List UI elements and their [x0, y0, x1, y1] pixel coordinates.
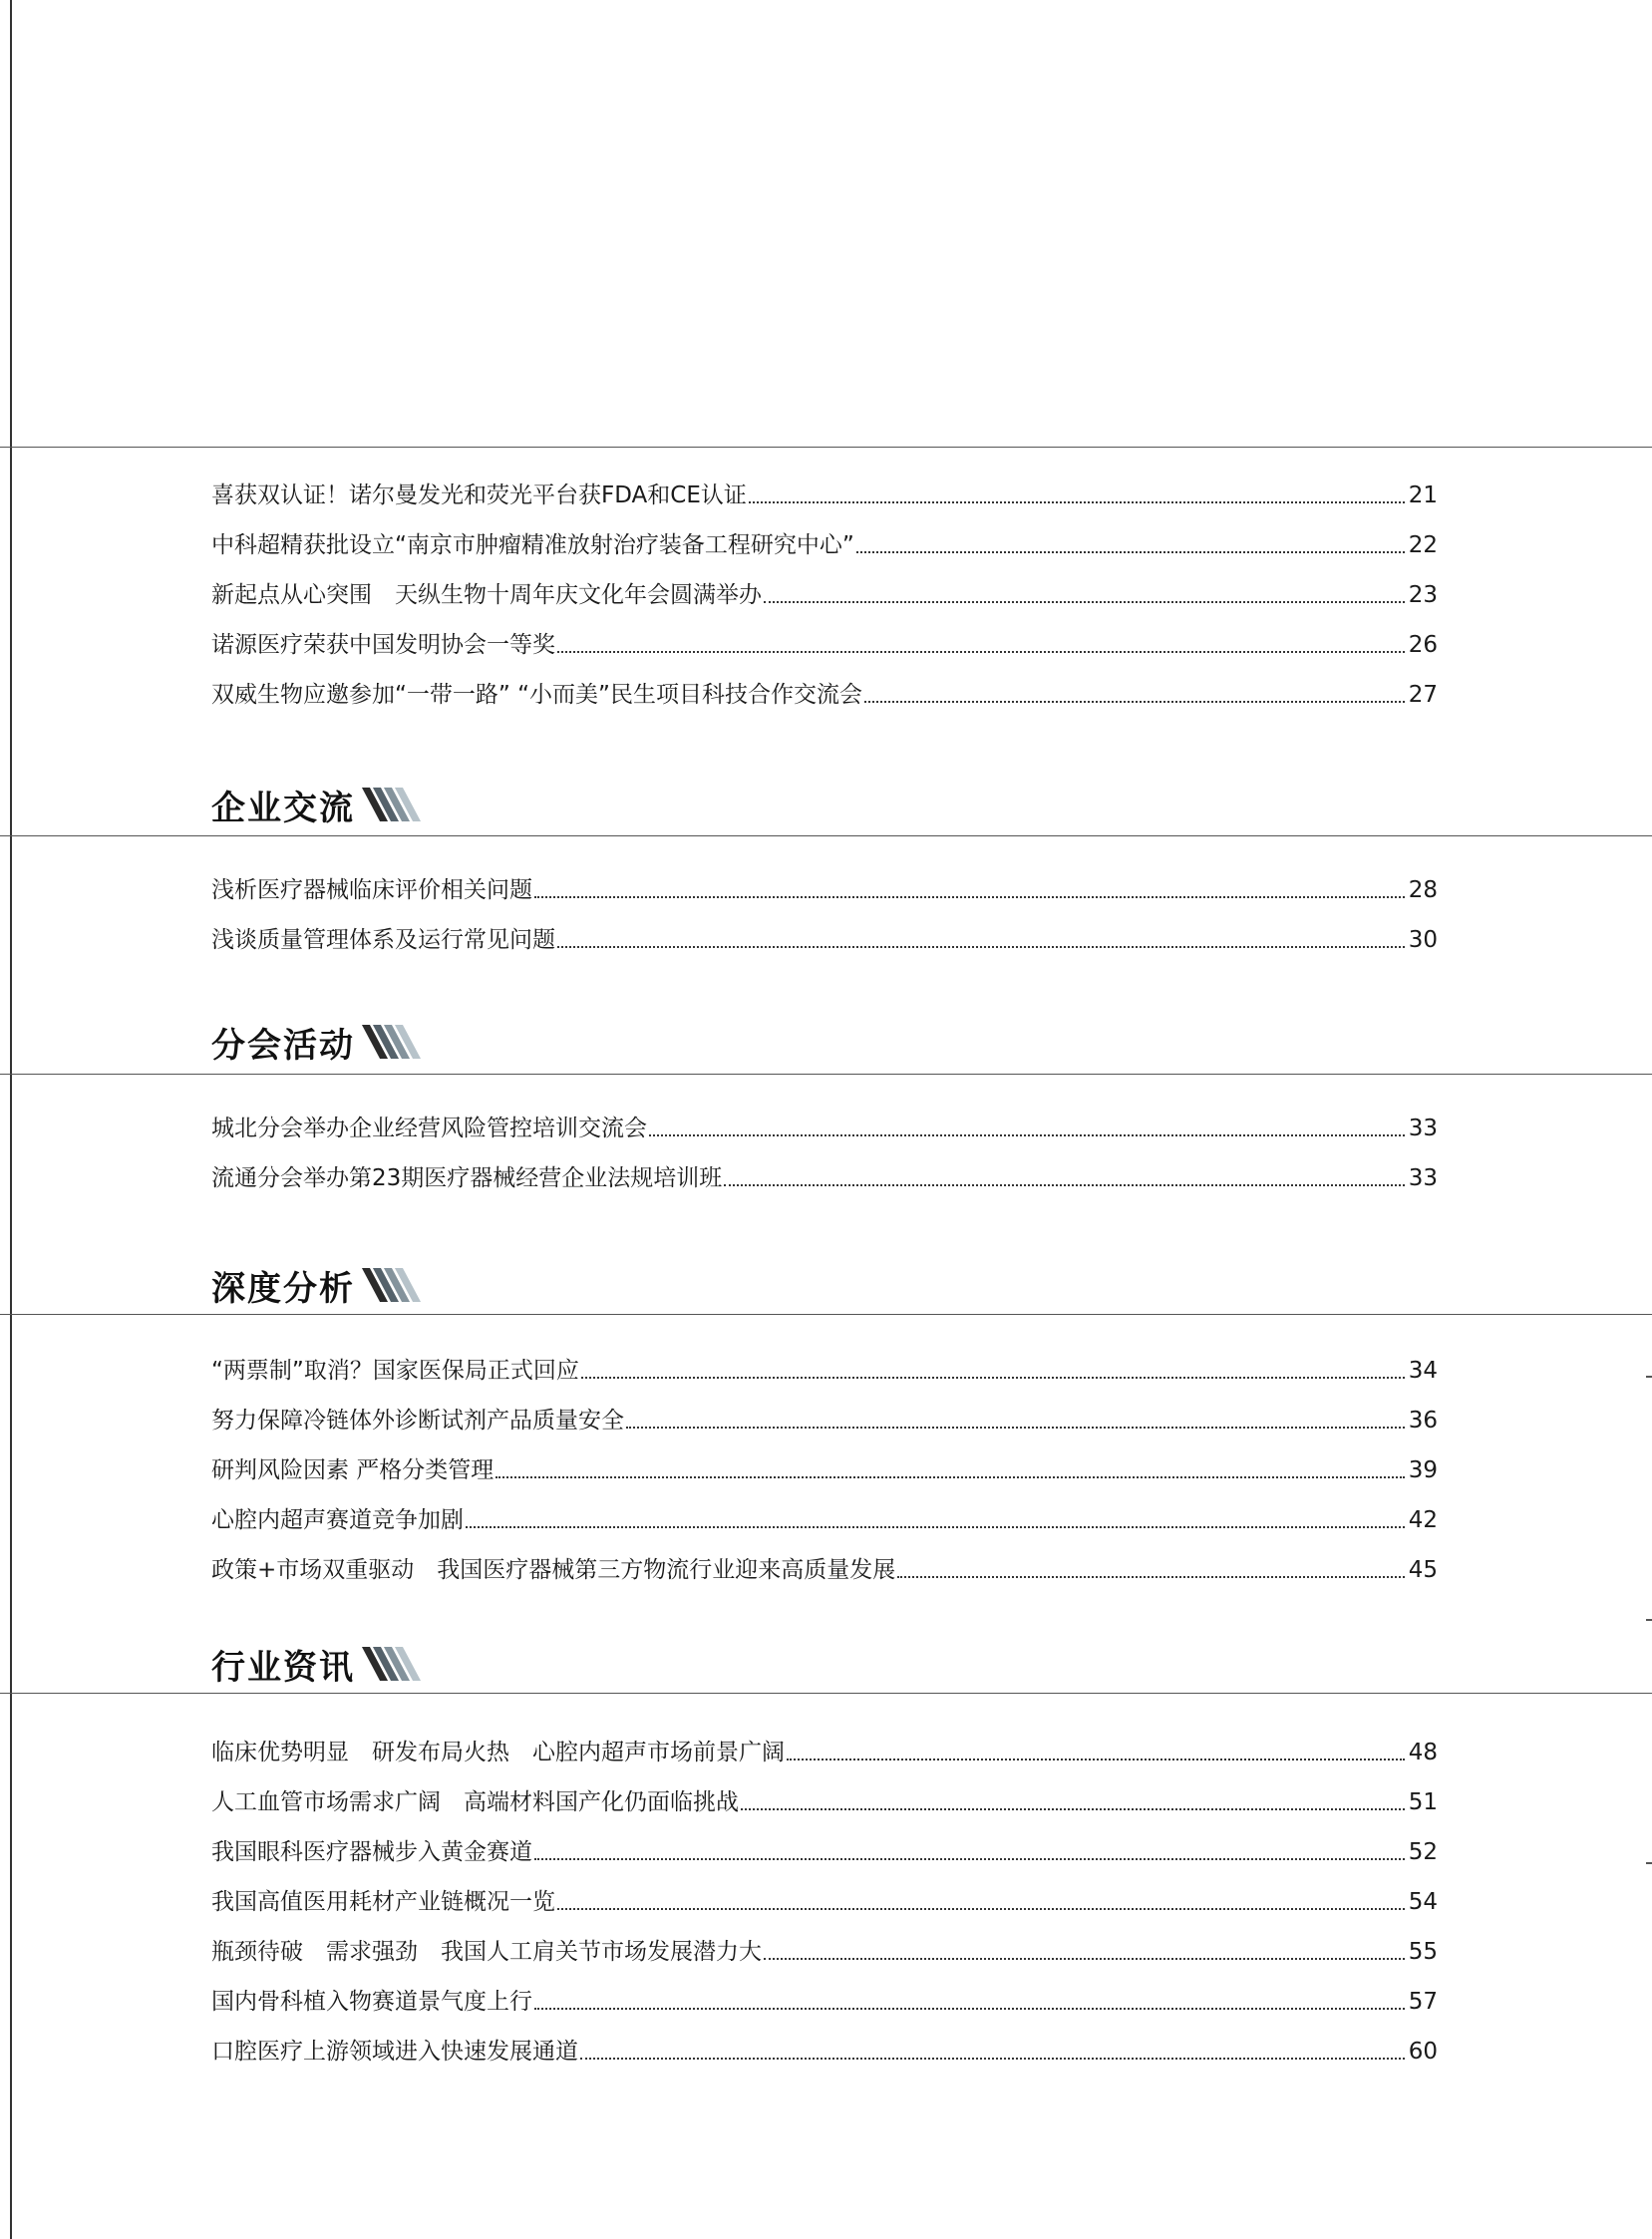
toc-entry-page: 28 [1408, 877, 1438, 903]
toc-entry[interactable] [211, 1346, 1438, 1386]
toc-entry-title: 人工血管市场需求广阔 高端材料国产化仍面临挑战 [211, 1789, 739, 1815]
toc-entry[interactable] [211, 915, 1438, 955]
section-heading [211, 780, 415, 829]
toc-entry-page: 48 [1408, 1740, 1438, 1765]
toc-leader [649, 1133, 1405, 1136]
toc-entry-title: 政策+市场双重驱动 我国医疗器械第三方物流行业迎来高质量发展 [211, 1557, 896, 1583]
toc-leader [557, 945, 1405, 948]
toc-leader [764, 600, 1405, 603]
toc-entry-page: 21 [1408, 482, 1438, 508]
toc-entry[interactable] [211, 570, 1438, 610]
toc-leader [534, 1857, 1405, 1860]
toc-entry-title: 流通分会举办第23期医疗器械经营企业法规培训班 [211, 1165, 723, 1191]
toc-entry[interactable] [211, 865, 1438, 905]
toc-leader [581, 1376, 1405, 1379]
toc-entry-title: 城北分会举办企业经营风险管控培训交流会 [211, 1116, 647, 1141]
toc-entry-page: 26 [1408, 632, 1438, 658]
toc-entry[interactable] [211, 1927, 1438, 1967]
toc-entry-page: 33 [1408, 1116, 1438, 1141]
toc-leader [856, 550, 1405, 553]
toc-leader [741, 1807, 1405, 1810]
toc-entry[interactable] [211, 520, 1438, 560]
toc-leader [764, 1957, 1405, 1960]
toc-leader [864, 700, 1405, 703]
toc-leader [787, 1758, 1405, 1760]
stripes-icon [371, 788, 415, 821]
toc-entry-page: 51 [1408, 1789, 1438, 1815]
toc-entry[interactable] [211, 1777, 1438, 1817]
toc-entry-title: 临床优势明显 研发布局火热 心腔内超声市场前景广阔 [211, 1740, 785, 1765]
toc-entry-page: 22 [1408, 532, 1438, 558]
toc-entry-title: 国内骨科植入物赛道景气度上行 [211, 1989, 532, 2015]
toc-entry[interactable] [211, 1977, 1438, 2017]
toc-entry-title: 诺源医疗荣获中国发明协会一等奖 [211, 632, 555, 658]
edge-tick [1646, 1619, 1652, 1621]
toc-leader [557, 650, 1405, 653]
section-heading-label: 行业资讯 [211, 1647, 355, 1688]
toc-leader [534, 895, 1405, 898]
toc-entry-title: 瓶颈待破 需求强劲 我国人工肩关节市场发展潜力大 [211, 1939, 762, 1965]
toc-leader [466, 1525, 1405, 1528]
divider-section-4 [0, 1693, 1652, 1694]
page-left-rule [10, 0, 12, 2239]
toc-entry-title: 双威生物应邀参加“一带一路” “小而美”民生项目科技合作交流会 [211, 682, 862, 708]
toc-entry[interactable] [211, 1545, 1438, 1585]
toc-entry[interactable] [211, 670, 1438, 710]
toc-entry-page: 60 [1408, 2039, 1438, 2065]
toc-entry-page: 34 [1408, 1358, 1438, 1384]
toc-leader [626, 1426, 1405, 1429]
stripes-icon [371, 1025, 415, 1059]
toc-leader [897, 1575, 1404, 1578]
toc-entry[interactable] [211, 1827, 1438, 1867]
toc-entry-page: 39 [1408, 1457, 1438, 1483]
divider-section-2 [0, 1074, 1652, 1075]
toc-entry-page: 30 [1408, 927, 1438, 953]
toc-leader [496, 1475, 1404, 1478]
toc-entry-page: 42 [1408, 1507, 1438, 1533]
divider-top [0, 447, 1652, 448]
toc-entry-title: 口腔医疗上游领域进入快速发展通道 [211, 2039, 578, 2065]
toc-entry[interactable] [211, 2027, 1438, 2067]
toc-entry-title: 浅析医疗器械临床评价相关问题 [211, 877, 532, 903]
toc-entry[interactable] [211, 1153, 1438, 1193]
toc-entry[interactable] [211, 1877, 1438, 1917]
toc-entry[interactable] [211, 1104, 1438, 1143]
toc-entry-title: 心腔内超声赛道竞争加剧 [211, 1507, 464, 1533]
toc-entry[interactable] [211, 1728, 1438, 1767]
toc-entry-page: 54 [1408, 1889, 1438, 1915]
toc-entry[interactable] [211, 471, 1438, 510]
toc-leader [749, 500, 1405, 503]
toc-entry-page: 55 [1408, 1939, 1438, 1965]
toc-entry[interactable] [211, 620, 1438, 660]
toc-entry-page: 52 [1408, 1839, 1438, 1865]
toc-entry[interactable] [211, 1445, 1438, 1485]
toc-entry-page: 45 [1408, 1557, 1438, 1583]
toc-entry-title: 中科超精获批设立“南京市肿瘤精准放射治疗装备工程研究中心” [211, 532, 854, 558]
toc-entry[interactable] [211, 1396, 1438, 1436]
toc-entry-page: 33 [1408, 1165, 1438, 1191]
toc-leader [534, 2007, 1405, 2010]
section-heading-label: 深度分析 [211, 1268, 355, 1309]
stripes-icon [371, 1647, 415, 1681]
toc-leader [724, 1183, 1404, 1186]
toc-entry[interactable] [211, 1495, 1438, 1535]
edge-tick [1646, 1376, 1652, 1378]
section-heading-label: 分会活动 [211, 1025, 355, 1066]
toc-entry-page: 57 [1408, 1989, 1438, 2015]
toc-entry-title: 我国高值医用耗材产业链概况一览 [211, 1889, 555, 1915]
toc-entry-title: “两票制”取消？国家医保局正式回应 [211, 1358, 579, 1384]
toc-entry-title: 新起点从心突围 天纵生物十周年庆文化年会圆满举办 [211, 582, 762, 608]
toc-entry-title: 浅谈质量管理体系及运行常见问题 [211, 927, 555, 953]
divider-section-1 [0, 835, 1652, 836]
toc-entry-page: 36 [1408, 1408, 1438, 1434]
section-heading [211, 1260, 415, 1310]
toc-entry-title: 努力保障冷链体外诊断试剂产品质量安全 [211, 1408, 624, 1434]
toc-entry-page: 23 [1408, 582, 1438, 608]
toc-entry-title: 研判风险因素 严格分类管理 [211, 1457, 495, 1483]
toc-leader [557, 1907, 1405, 1910]
toc-entry-title: 喜获双认证！诺尔曼发光和荧光平台获FDA和CE认证 [211, 482, 747, 508]
divider-section-3 [0, 1314, 1652, 1315]
edge-tick [1646, 1862, 1652, 1864]
toc-entry-title: 我国眼科医疗器械步入黄金赛道 [211, 1839, 532, 1865]
toc-entry-page: 27 [1408, 682, 1438, 708]
section-heading [211, 1639, 415, 1689]
section-heading [211, 1017, 415, 1067]
stripes-icon [371, 1268, 415, 1302]
section-heading-label: 企业交流 [211, 788, 355, 828]
toc-leader [580, 2057, 1405, 2060]
